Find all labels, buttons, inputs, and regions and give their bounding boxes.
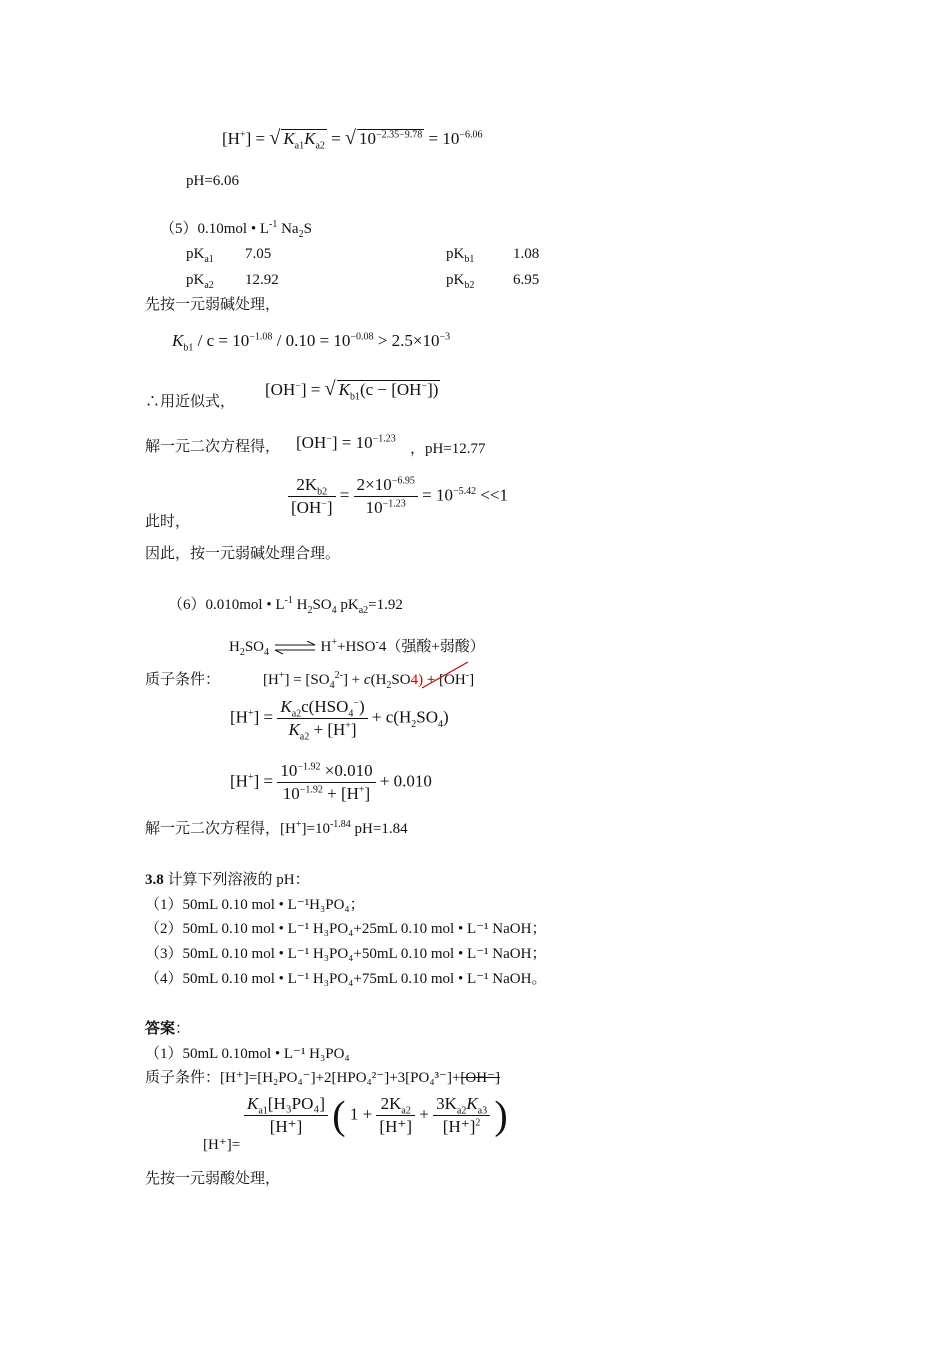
pkb1: $pK_{b1}$ [446, 246, 475, 265]
ph-result-4: pH=6.06 [186, 173, 240, 189]
red-strike-mark [420, 660, 470, 690]
equation-f1: [H+] = $\frac{K_{a2}c(HSO_4^-)}{K_{a2} + [H^+]}$ + $c(H_2SO_4)$ [230, 697, 449, 743]
heading-5: （5）0.10mol • $L^{-1}$ $Na_2S$ [160, 219, 312, 240]
answer-heading: 答案： [145, 1021, 191, 1037]
pka2: $pK_{a2}$ [186, 272, 214, 291]
treat-weak-acid: 先按一元弱酸处理， [145, 1171, 281, 1187]
problem-item-1: （1）50mL 0.10 mol • L⁻¹H₃PO₄； [145, 897, 365, 913]
equation-check: $\frac{2K_{b2}}{[OH^-]}$ = $\frac{2\times 10^{-6.95}}{10^{-1.23}}$ = $10^{-5.42} <<1$ [288, 476, 508, 517]
equation-h-sqrt: [H+] = √ $K_{a1}K_{a2}$ = √ $10^{-2.35-9.78} = 10^{-6.06}$ [222, 127, 483, 152]
pkb2: $pK_{b2}$ [446, 272, 475, 291]
proton-condition-3-8: 质子条件：[H⁺]=[H₂PO₄⁻]+2[HPO₄²⁻]+3[PO₄³⁻]+[OH⁻] [145, 1070, 500, 1086]
heading-6: （6）0.010mol • $L^{-1}$ $H_2SO_4$ $pK_{a2}=1.92$ [168, 595, 403, 616]
pka1: $pK_{a1}$ [186, 246, 214, 265]
big-eq-lhs: [H⁺]= [203, 1137, 241, 1153]
equilibrium-arrow-icon [273, 641, 317, 655]
at-label: 此时， [145, 514, 191, 530]
equation-kb-over-c: $K_{b1} / c = 10^{-1.08} / 0.10 = 10^{-0.08} > 2.5\times 10^{-3}$ [172, 331, 451, 354]
ph-result-5: ，pH=12.77 [410, 441, 486, 457]
problem-item-4: （4）50mL 0.10 mol • L⁻¹ H₃PO₄+75mL 0.10 mol • L⁻¹ NaOH。 [145, 971, 547, 987]
pc-label-6: 质子条件： [145, 672, 221, 688]
problem-item-2: （2）50mL 0.10 mol • L⁻¹ H₃PO₄+25mL 0.10 mol • L⁻¹ NaOH； [145, 921, 547, 937]
problem-3-8-title: 3.8 计算下列溶液的 pH： [145, 872, 310, 888]
reaction-h2so4: $H_2SO_4$ H++HSO-4（强酸+弱酸） [229, 637, 485, 658]
pka2-value: 12.92 [245, 272, 279, 288]
conclusion-5: 因此，按一元弱碱处理合理。 [145, 546, 341, 562]
answer-1-heading: （1）50mL 0.10mol • L⁻¹ H₃PO₄ [145, 1046, 350, 1062]
approx-label: ∴用近似式， [145, 394, 236, 410]
proton-condition-6: $[H^+] = [SO_4^{2-}] + c(H_2SO4) + [OH^-]$ [263, 670, 475, 691]
equation-big: $\frac{K_{a1}[H_3PO_4]}{[H^+]}$ ( 1 + $\frac{2K_{a2}}{[H^+]}$ + $\frac{3K_{a2}K_{a3}}{[H^+]^2}$ ) [244, 1095, 508, 1136]
solve-label-5: 解一元二次方程得， [145, 439, 281, 455]
pkb2-value: 6.95 [513, 272, 540, 288]
pka1-value: 7.05 [245, 246, 272, 262]
problem-item-3: （3）50mL 0.10 mol • L⁻¹ H₃PO₄+50mL 0.10 mol • L⁻¹ NaOH； [145, 946, 547, 962]
treat-weak-base: 先按一元弱碱处理， [145, 297, 281, 313]
equation-oh: $[OH^-] = 10^{-1.23}$ [296, 433, 396, 452]
equation-f2: [H+] = $\frac{10^{-1.92} \times 0.010}{10^{-1.92} + [H^+]}$ + 0.010 [230, 761, 432, 803]
equation-approx: [OH−] = √ $K_{b1}(c - [OH^-])$ [265, 378, 439, 403]
solve-6: 解一元二次方程得，$[H^+]=10^{-1.84}$ pH=1.84 [145, 819, 408, 837]
pkb1-value: 1.08 [513, 246, 540, 262]
